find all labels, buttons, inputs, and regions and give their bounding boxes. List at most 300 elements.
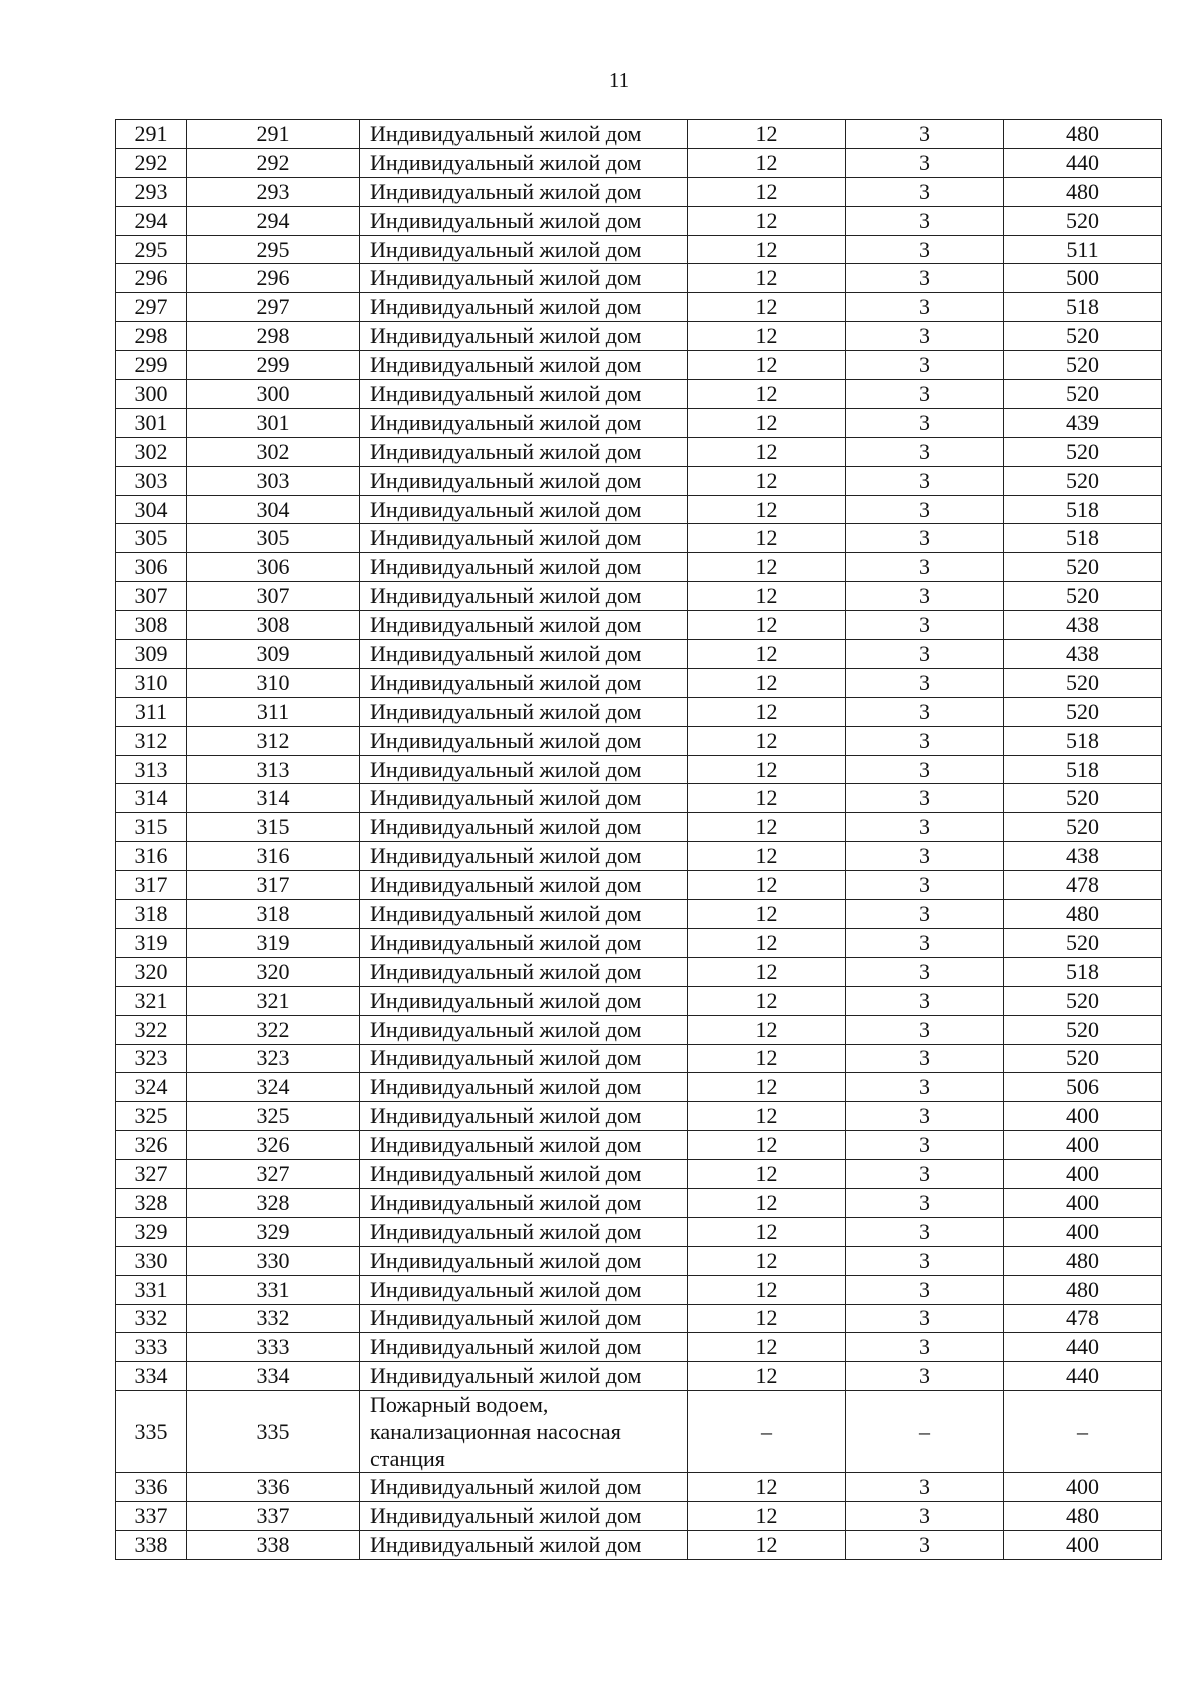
row-number-cell: 336: [116, 1473, 187, 1502]
row-number-cell: 327: [116, 1160, 187, 1189]
value-a-cell: 12: [688, 206, 846, 235]
plot-number-cell: 331: [187, 1275, 360, 1304]
object-name-cell: Индивидуальный жилой дом: [360, 871, 688, 900]
row-number-cell: 318: [116, 900, 187, 929]
value-b-cell: 3: [846, 957, 1004, 986]
value-b-cell: 3: [846, 842, 1004, 871]
value-a-cell: 12: [688, 813, 846, 842]
row-number-cell: 330: [116, 1246, 187, 1275]
value-b-cell: 3: [846, 1333, 1004, 1362]
value-a-cell: 12: [688, 726, 846, 755]
row-number-cell: 292: [116, 148, 187, 177]
value-b-cell: 3: [846, 784, 1004, 813]
object-name-cell: Индивидуальный жилой дом: [360, 1102, 688, 1131]
value-b-cell: 3: [846, 1217, 1004, 1246]
plot-number-cell: 324: [187, 1073, 360, 1102]
area-cell: 518: [1004, 524, 1162, 553]
plot-number-cell: 311: [187, 697, 360, 726]
area-cell: 400: [1004, 1160, 1162, 1189]
area-cell: 520: [1004, 437, 1162, 466]
object-name-cell: Индивидуальный жилой дом: [360, 1160, 688, 1189]
plot-number-cell: 308: [187, 611, 360, 640]
object-name-cell: Индивидуальный жилой дом: [360, 1502, 688, 1531]
table-row: [116, 206, 1162, 235]
value-a-cell: 12: [688, 1362, 846, 1391]
value-a-cell: 12: [688, 293, 846, 322]
row-number-cell: 332: [116, 1304, 187, 1333]
plot-number-cell: 326: [187, 1131, 360, 1160]
area-cell: 400: [1004, 1217, 1162, 1246]
area-cell: 440: [1004, 1333, 1162, 1362]
object-name-cell: Индивидуальный жилой дом: [360, 264, 688, 293]
plot-number-cell: 336: [187, 1473, 360, 1502]
object-name-cell: Индивидуальный жилой дом: [360, 466, 688, 495]
row-number-cell: 328: [116, 1188, 187, 1217]
plot-number-cell: 314: [187, 784, 360, 813]
value-a-cell: 12: [688, 495, 846, 524]
row-number-cell: 329: [116, 1217, 187, 1246]
row-number-cell: 298: [116, 322, 187, 351]
table-row: [116, 1333, 1162, 1362]
area-cell: 480: [1004, 1275, 1162, 1304]
value-b-cell: 3: [846, 668, 1004, 697]
plot-number-cell: 332: [187, 1304, 360, 1333]
plot-number-cell: 296: [187, 264, 360, 293]
plot-number-cell: 312: [187, 726, 360, 755]
table-row: [116, 1160, 1162, 1189]
plot-number-cell: 318: [187, 900, 360, 929]
value-b-cell: 3: [846, 1188, 1004, 1217]
table-row: [116, 755, 1162, 784]
table-row: [116, 697, 1162, 726]
area-cell: 518: [1004, 293, 1162, 322]
table-body: [116, 120, 1162, 1560]
table-row: [116, 1015, 1162, 1044]
value-a-cell: 12: [688, 928, 846, 957]
area-cell: 520: [1004, 322, 1162, 351]
table-row: [116, 668, 1162, 697]
table-row: [116, 1473, 1162, 1502]
value-a-cell: 12: [688, 986, 846, 1015]
table-row: [116, 900, 1162, 929]
area-cell: 520: [1004, 697, 1162, 726]
value-b-cell: 3: [846, 1160, 1004, 1189]
value-b-cell: 3: [846, 1246, 1004, 1275]
value-a-cell: 12: [688, 1102, 846, 1131]
area-cell: 480: [1004, 1502, 1162, 1531]
plot-number-cell: 307: [187, 582, 360, 611]
object-name-cell: Индивидуальный жилой дом: [360, 235, 688, 264]
plot-number-cell: 328: [187, 1188, 360, 1217]
object-name-cell: Индивидуальный жилой дом: [360, 1188, 688, 1217]
row-number-cell: 315: [116, 813, 187, 842]
table-row: [116, 264, 1162, 293]
table-row: [116, 1217, 1162, 1246]
value-a-cell: 12: [688, 1246, 846, 1275]
object-name-cell: Пожарный водоем, канализационная насосная станция: [360, 1391, 688, 1473]
value-b-cell: 3: [846, 553, 1004, 582]
row-number-cell: 304: [116, 495, 187, 524]
area-cell: 400: [1004, 1131, 1162, 1160]
plot-number-cell: 316: [187, 842, 360, 871]
row-number-cell: 302: [116, 437, 187, 466]
value-a-cell: 12: [688, 264, 846, 293]
plot-number-cell: 299: [187, 351, 360, 380]
table-row: [116, 928, 1162, 957]
value-b-cell: 3: [846, 264, 1004, 293]
table-row: [116, 466, 1162, 495]
table-row: [116, 726, 1162, 755]
area-cell: 440: [1004, 148, 1162, 177]
table-row: [116, 351, 1162, 380]
row-number-cell: 293: [116, 177, 187, 206]
plot-number-cell: 304: [187, 495, 360, 524]
value-a-cell: 12: [688, 351, 846, 380]
plot-number-cell: 317: [187, 871, 360, 900]
plot-number-cell: 292: [187, 148, 360, 177]
object-name-cell: Индивидуальный жилой дом: [360, 293, 688, 322]
row-number-cell: 313: [116, 755, 187, 784]
value-a-cell: 12: [688, 1530, 846, 1559]
row-number-cell: 312: [116, 726, 187, 755]
plot-number-cell: 309: [187, 640, 360, 669]
value-b-cell: 3: [846, 755, 1004, 784]
area-cell: 518: [1004, 755, 1162, 784]
value-a-cell: 12: [688, 842, 846, 871]
table-row: [116, 640, 1162, 669]
area-cell: 520: [1004, 813, 1162, 842]
area-cell: 439: [1004, 408, 1162, 437]
area-cell: 480: [1004, 900, 1162, 929]
plot-number-cell: 294: [187, 206, 360, 235]
table-row: [116, 842, 1162, 871]
value-b-cell: 3: [846, 351, 1004, 380]
row-number-cell: 322: [116, 1015, 187, 1044]
plot-number-cell: 327: [187, 1160, 360, 1189]
value-b-cell: 3: [846, 380, 1004, 409]
plot-number-cell: 313: [187, 755, 360, 784]
object-name-cell: Индивидуальный жилой дом: [360, 408, 688, 437]
value-a-cell: 12: [688, 1131, 846, 1160]
area-cell: 438: [1004, 842, 1162, 871]
plot-number-cell: 302: [187, 437, 360, 466]
value-b-cell: 3: [846, 813, 1004, 842]
row-number-cell: 333: [116, 1333, 187, 1362]
object-name-cell: Индивидуальный жилой дом: [360, 668, 688, 697]
table-row: [116, 1530, 1162, 1559]
value-a-cell: 12: [688, 177, 846, 206]
value-b-cell: 3: [846, 235, 1004, 264]
value-a-cell: 12: [688, 380, 846, 409]
area-cell: 518: [1004, 495, 1162, 524]
table-row: [116, 380, 1162, 409]
object-name-cell: Индивидуальный жилой дом: [360, 755, 688, 784]
table-row: [116, 1044, 1162, 1073]
row-number-cell: 309: [116, 640, 187, 669]
value-a-cell: 12: [688, 957, 846, 986]
object-name-cell: Индивидуальный жилой дом: [360, 524, 688, 553]
object-name-cell: Индивидуальный жилой дом: [360, 177, 688, 206]
object-name-cell: Индивидуальный жилой дом: [360, 148, 688, 177]
value-a-cell: 12: [688, 408, 846, 437]
object-name-cell: Индивидуальный жилой дом: [360, 1044, 688, 1073]
value-b-cell: 3: [846, 611, 1004, 640]
plot-number-cell: 301: [187, 408, 360, 437]
row-number-cell: 308: [116, 611, 187, 640]
plot-number-cell: 329: [187, 1217, 360, 1246]
value-b-cell: 3: [846, 697, 1004, 726]
value-a-cell: 12: [688, 1160, 846, 1189]
row-number-cell: 323: [116, 1044, 187, 1073]
value-a-cell: 12: [688, 784, 846, 813]
area-cell: 511: [1004, 235, 1162, 264]
value-b-cell: 3: [846, 1362, 1004, 1391]
row-number-cell: 338: [116, 1530, 187, 1559]
table-row: [116, 957, 1162, 986]
table-row: [116, 871, 1162, 900]
value-b-cell: 3: [846, 640, 1004, 669]
value-b-cell: 3: [846, 1102, 1004, 1131]
value-b-cell: 3: [846, 1304, 1004, 1333]
value-a-cell: 12: [688, 1304, 846, 1333]
table-row: [116, 611, 1162, 640]
value-a-cell: 12: [688, 1275, 846, 1304]
object-name-cell: Индивидуальный жилой дом: [360, 1473, 688, 1502]
object-name-cell: Индивидуальный жилой дом: [360, 351, 688, 380]
table-row: [116, 148, 1162, 177]
area-cell: 438: [1004, 640, 1162, 669]
table-row: [116, 495, 1162, 524]
row-number-cell: 320: [116, 957, 187, 986]
table-row: [116, 1304, 1162, 1333]
plot-number-cell: 295: [187, 235, 360, 264]
area-cell: 480: [1004, 177, 1162, 206]
row-number-cell: 319: [116, 928, 187, 957]
object-name-cell: Индивидуальный жилой дом: [360, 1131, 688, 1160]
value-a-cell: 12: [688, 640, 846, 669]
row-number-cell: 335: [116, 1391, 187, 1473]
area-cell: 440: [1004, 1362, 1162, 1391]
value-a-cell: 12: [688, 437, 846, 466]
value-a-cell: 12: [688, 148, 846, 177]
value-b-cell: 3: [846, 1073, 1004, 1102]
value-a-cell: 12: [688, 1015, 846, 1044]
area-cell: 500: [1004, 264, 1162, 293]
row-number-cell: 296: [116, 264, 187, 293]
area-cell: 520: [1004, 582, 1162, 611]
row-number-cell: 301: [116, 408, 187, 437]
row-number-cell: 316: [116, 842, 187, 871]
area-cell: –: [1004, 1391, 1162, 1473]
table-row: [116, 1275, 1162, 1304]
value-b-cell: 3: [846, 177, 1004, 206]
area-cell: 520: [1004, 784, 1162, 813]
row-number-cell: 314: [116, 784, 187, 813]
plot-number-cell: 306: [187, 553, 360, 582]
object-name-cell: Индивидуальный жилой дом: [360, 842, 688, 871]
area-cell: 518: [1004, 726, 1162, 755]
row-number-cell: 306: [116, 553, 187, 582]
object-name-cell: Индивидуальный жилой дом: [360, 582, 688, 611]
value-a-cell: 12: [688, 611, 846, 640]
row-number-cell: 303: [116, 466, 187, 495]
row-number-cell: 310: [116, 668, 187, 697]
row-number-cell: 337: [116, 1502, 187, 1531]
object-name-cell: Индивидуальный жилой дом: [360, 640, 688, 669]
object-name-cell: Индивидуальный жилой дом: [360, 495, 688, 524]
table-row: [116, 322, 1162, 351]
area-cell: 438: [1004, 611, 1162, 640]
object-name-cell: Индивидуальный жилой дом: [360, 986, 688, 1015]
table-row: [116, 1188, 1162, 1217]
area-cell: 520: [1004, 1044, 1162, 1073]
area-cell: 520: [1004, 206, 1162, 235]
table-row: [116, 1362, 1162, 1391]
object-name-cell: Индивидуальный жилой дом: [360, 1217, 688, 1246]
area-cell: 520: [1004, 380, 1162, 409]
value-b-cell: 3: [846, 293, 1004, 322]
area-cell: 506: [1004, 1073, 1162, 1102]
value-a-cell: 12: [688, 582, 846, 611]
value-a-cell: 12: [688, 553, 846, 582]
row-number-cell: 326: [116, 1131, 187, 1160]
object-name-cell: Индивидуальный жилой дом: [360, 1275, 688, 1304]
value-a-cell: 12: [688, 1073, 846, 1102]
value-b-cell: 3: [846, 726, 1004, 755]
table-row: [116, 120, 1162, 149]
object-name-cell: Индивидуальный жилой дом: [360, 928, 688, 957]
value-b-cell: 3: [846, 871, 1004, 900]
area-cell: 520: [1004, 668, 1162, 697]
value-b-cell: 3: [846, 322, 1004, 351]
plot-number-cell: 305: [187, 524, 360, 553]
value-b-cell: 3: [846, 206, 1004, 235]
area-cell: 520: [1004, 928, 1162, 957]
value-b-cell: 3: [846, 1044, 1004, 1073]
plot-number-cell: 323: [187, 1044, 360, 1073]
value-a-cell: –: [688, 1391, 846, 1473]
table-row: [116, 986, 1162, 1015]
value-b-cell: 3: [846, 120, 1004, 149]
value-a-cell: 12: [688, 524, 846, 553]
object-name-cell: Индивидуальный жилой дом: [360, 813, 688, 842]
plot-number-cell: 334: [187, 1362, 360, 1391]
row-number-cell: 305: [116, 524, 187, 553]
table-row: [116, 553, 1162, 582]
plot-number-cell: 315: [187, 813, 360, 842]
table-row: [116, 177, 1162, 206]
row-number-cell: 294: [116, 206, 187, 235]
table-row: [116, 1102, 1162, 1131]
value-b-cell: 3: [846, 495, 1004, 524]
table-row: [116, 293, 1162, 322]
table-row: [116, 235, 1162, 264]
plot-number-cell: 303: [187, 466, 360, 495]
plot-number-cell: 320: [187, 957, 360, 986]
value-a-cell: 12: [688, 900, 846, 929]
plot-number-cell: 335: [187, 1391, 360, 1473]
plot-number-cell: 298: [187, 322, 360, 351]
value-b-cell: 3: [846, 582, 1004, 611]
plot-number-cell: 300: [187, 380, 360, 409]
value-a-cell: 12: [688, 1473, 846, 1502]
value-b-cell: 3: [846, 437, 1004, 466]
object-name-cell: Индивидуальный жилой дом: [360, 726, 688, 755]
table-row: [116, 1131, 1162, 1160]
object-name-cell: Индивидуальный жилой дом: [360, 322, 688, 351]
object-name-cell: Индивидуальный жилой дом: [360, 120, 688, 149]
object-name-cell: Индивидуальный жилой дом: [360, 1073, 688, 1102]
plot-number-cell: 337: [187, 1502, 360, 1531]
plot-number-cell: 330: [187, 1246, 360, 1275]
plot-number-cell: 293: [187, 177, 360, 206]
area-cell: 478: [1004, 871, 1162, 900]
value-b-cell: 3: [846, 928, 1004, 957]
area-cell: 400: [1004, 1102, 1162, 1131]
object-name-cell: Индивидуальный жилой дом: [360, 437, 688, 466]
value-b-cell: 3: [846, 1473, 1004, 1502]
table-row: [116, 813, 1162, 842]
object-name-cell: Индивидуальный жилой дом: [360, 1362, 688, 1391]
row-number-cell: 334: [116, 1362, 187, 1391]
plot-number-cell: 321: [187, 986, 360, 1015]
value-b-cell: 3: [846, 466, 1004, 495]
value-b-cell: –: [846, 1391, 1004, 1473]
area-cell: 518: [1004, 957, 1162, 986]
area-cell: 400: [1004, 1473, 1162, 1502]
object-name-cell: Индивидуальный жилой дом: [360, 611, 688, 640]
value-a-cell: 12: [688, 466, 846, 495]
value-a-cell: 12: [688, 1188, 846, 1217]
table-row: [116, 582, 1162, 611]
value-a-cell: 12: [688, 871, 846, 900]
page-number: 11: [608, 68, 630, 92]
value-a-cell: 12: [688, 1333, 846, 1362]
plot-number-cell: 297: [187, 293, 360, 322]
plot-number-cell: 338: [187, 1530, 360, 1559]
object-name-cell: Индивидуальный жилой дом: [360, 697, 688, 726]
value-a-cell: 12: [688, 322, 846, 351]
area-cell: 478: [1004, 1304, 1162, 1333]
row-number-cell: 300: [116, 380, 187, 409]
row-number-cell: 311: [116, 697, 187, 726]
value-a-cell: 12: [688, 235, 846, 264]
value-b-cell: 3: [846, 148, 1004, 177]
table-row: [116, 1502, 1162, 1531]
value-a-cell: 12: [688, 1044, 846, 1073]
value-b-cell: 3: [846, 1530, 1004, 1559]
value-a-cell: 12: [688, 697, 846, 726]
plot-number-cell: 325: [187, 1102, 360, 1131]
value-a-cell: 12: [688, 1217, 846, 1246]
row-number-cell: 324: [116, 1073, 187, 1102]
plot-number-cell: 310: [187, 668, 360, 697]
area-cell: 400: [1004, 1188, 1162, 1217]
plot-number-cell: 319: [187, 928, 360, 957]
table-row: [116, 1391, 1162, 1473]
object-name-cell: Индивидуальный жилой дом: [360, 380, 688, 409]
object-name-cell: Индивидуальный жилой дом: [360, 1530, 688, 1559]
area-cell: 480: [1004, 1246, 1162, 1275]
area-cell: 520: [1004, 351, 1162, 380]
value-b-cell: 3: [846, 900, 1004, 929]
row-number-cell: 321: [116, 986, 187, 1015]
value-b-cell: 3: [846, 986, 1004, 1015]
row-number-cell: 325: [116, 1102, 187, 1131]
row-number-cell: 291: [116, 120, 187, 149]
table-row: [116, 1073, 1162, 1102]
object-name-cell: Индивидуальный жилой дом: [360, 206, 688, 235]
